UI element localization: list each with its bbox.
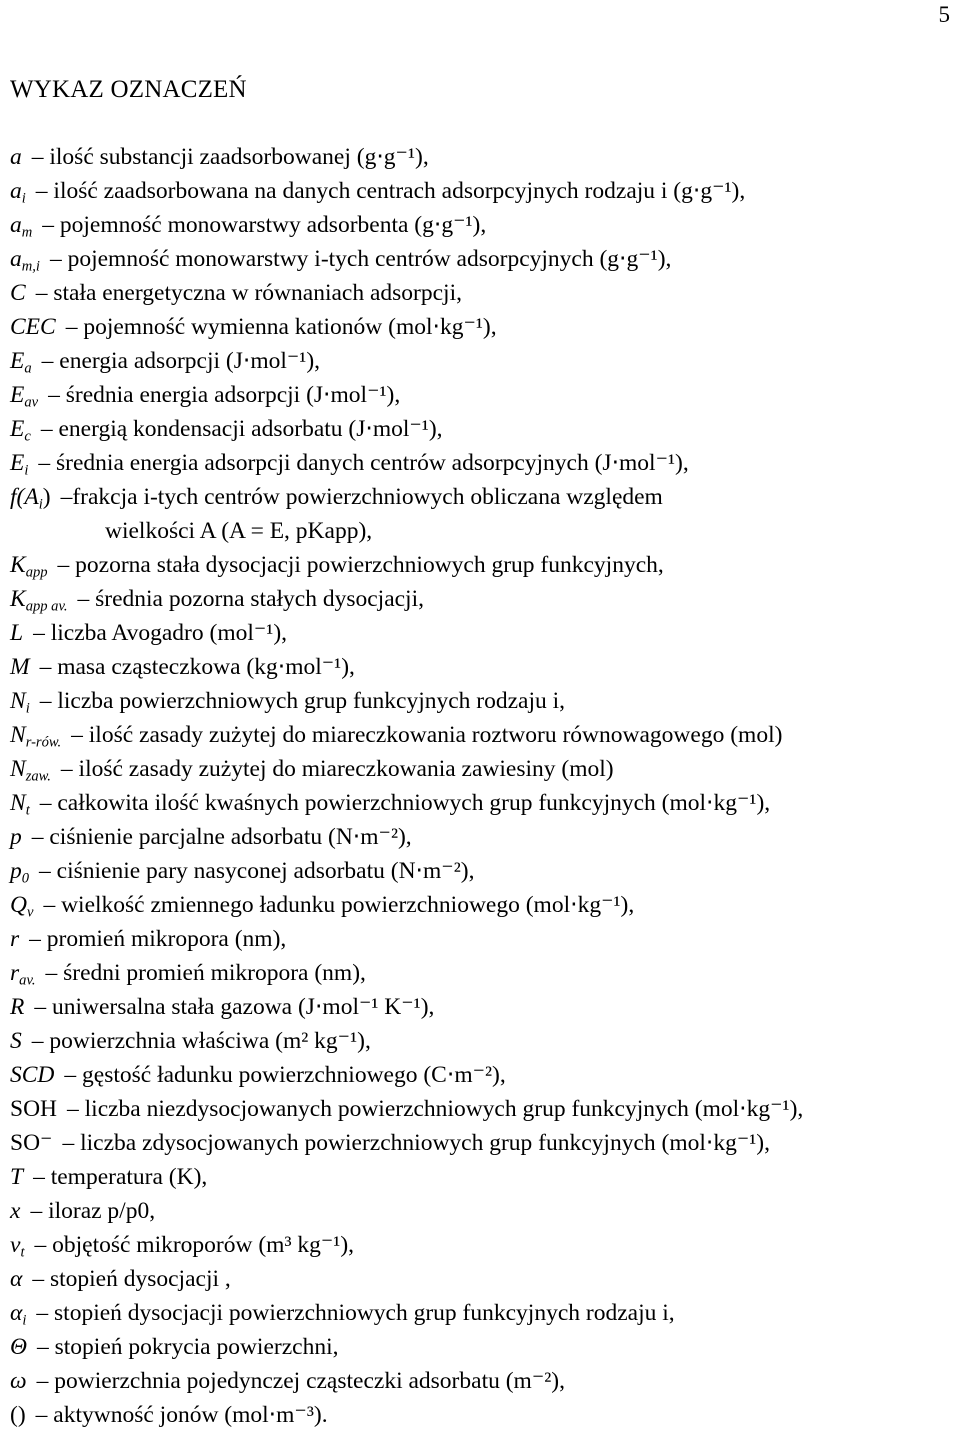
notation-entry [10, 1398, 955, 1432]
entry-subscript: r-rów. [25, 734, 62, 751]
notation-entry [10, 616, 955, 650]
entry-description: – stopień dysocjacji powierzchniowych grup funkcyjnych rodzaju i, [36, 1300, 675, 1326]
notation-entry [10, 446, 955, 480]
notation-entry [10, 208, 955, 242]
entry-description: – promień mikropora (nm), [29, 926, 287, 952]
entry-subscript: i [21, 190, 26, 207]
entry-description: – średnia energia adsorpcji (J⋅mol⁻¹), [48, 382, 401, 408]
entry-symbol: N [10, 688, 26, 714]
notation-entry [10, 1024, 955, 1058]
entry-subscript: a [24, 360, 32, 377]
entry-subscript: i [24, 462, 29, 479]
entry-description: – liczba Avogadro (mol⁻¹), [33, 620, 288, 646]
notation-entry [10, 786, 955, 820]
entry-symbol: E [10, 348, 25, 374]
entry-description: – ilość zasady zużytej do miareczkowania zawiesiny (mol) [60, 756, 614, 782]
entry-description: – energią kondensacji adsorbatu (J⋅mol⁻¹), [40, 416, 443, 442]
entry-subscript: c [24, 428, 31, 445]
notation-entry [10, 548, 955, 582]
entry-symbol: E [10, 416, 25, 442]
notation-entry [10, 1126, 955, 1160]
entry-subscript: app av. [25, 598, 68, 615]
entry-subscript: v [26, 904, 34, 921]
entry-description: – stopień pokrycia powierzchni, [36, 1334, 339, 1360]
entry-symbol: K [10, 552, 26, 578]
entry-subscript: i [38, 496, 43, 513]
entry-symbol: E [10, 382, 25, 408]
entry-description: – pojemność monowarstwy adsorbenta (g⋅g⁻¹), [42, 212, 487, 238]
entry-description: – pojemność monowarstwy i-tych centrów adsorpcyjnych (g⋅g⁻¹), [49, 246, 672, 272]
entry-symbol: r [10, 960, 20, 986]
entry-description: – pozorna stała dysocjacji powierzchniowych grup funkcyjnych, [57, 552, 664, 578]
entry-description: – pojemność wymienna kationów (mol⋅kg⁻¹), [65, 314, 497, 340]
entry-description: – stopień dysocjacji , [32, 1266, 231, 1292]
entry-description: – liczba zdysocjowanych powierzchniowych grup funkcyjnych (mol⋅kg⁻¹), [62, 1130, 771, 1156]
notation-entry [10, 1330, 955, 1364]
notation-entry [10, 1058, 955, 1092]
entry-description: – średnia pozorna stałych dysocjacji, [77, 586, 424, 612]
notation-entry [10, 1228, 955, 1262]
entry-symbol: p [10, 858, 22, 884]
entry-symbol: a [10, 246, 22, 272]
entry-subscript: zaw. [25, 768, 51, 785]
notation-entry [10, 718, 955, 752]
entry-symbol: α [10, 1266, 23, 1292]
notation-entry [10, 650, 955, 684]
entry-symbol: T [10, 1164, 24, 1190]
entry-symbol: x [10, 1198, 21, 1224]
entry-description: – ciśnienie pary nasyconej adsorbatu (N⋅m⁻²), [39, 858, 475, 884]
entry-subscript: av. [19, 972, 36, 989]
page-number: 5 [938, 2, 950, 27]
entry-symbol: f(A [10, 484, 39, 510]
notation-entry [10, 956, 955, 990]
entry-symbol: a [10, 212, 22, 238]
notation-entry [10, 752, 955, 786]
entry-symbol: CEC [10, 314, 56, 340]
entry-subscript: t [25, 802, 30, 819]
entry-subscript: app [25, 564, 48, 581]
notation-entry [10, 310, 955, 344]
notation-entry [10, 888, 955, 922]
entry-symbol: K [10, 586, 26, 612]
entry-subscript: m,i [21, 258, 40, 275]
entry-symbol: r [10, 926, 20, 952]
entry-subscript: i [22, 1312, 27, 1329]
entry-symbol: v [10, 1232, 21, 1258]
notation-entry [10, 582, 955, 616]
entry-symbol: Q [10, 892, 27, 918]
entry-symbol: () [10, 1402, 26, 1428]
notation-entry [10, 140, 955, 174]
notation-entry [10, 412, 955, 446]
entry-description: – aktywność jonów (mol⋅m⁻³). [35, 1402, 328, 1428]
entry-description: – uniwersalna stała gazowa (J⋅mol⁻¹ K⁻¹), [34, 994, 435, 1020]
entry-symbol: Θ [10, 1334, 27, 1360]
entry-description: – ilość zasady zużytej do miareczkowania roztworu równowagowego (mol) [71, 722, 783, 748]
notation-entry [10, 344, 955, 378]
notation-entry [10, 854, 955, 888]
entry-symbol: N [10, 722, 26, 748]
entry-description: – całkowita ilość kwaśnych powierzchniowych grup funkcyjnych (mol⋅kg⁻¹), [39, 790, 771, 816]
entry-symbol: ω [10, 1368, 27, 1394]
entry-subscript: t [20, 1244, 25, 1261]
notation-entry [10, 1194, 955, 1228]
entry-description: – powierzchnia właściwa (m² kg⁻¹), [31, 1028, 371, 1054]
entry-symbol: N [10, 756, 26, 782]
entry-symbol: L [10, 620, 24, 646]
notation-entry [10, 1160, 955, 1194]
entry-description: – ilość zaadsorbowana na danych centrach adsorpcyjnych rodzaju i (g⋅g⁻¹), [35, 178, 746, 204]
entry-description: – średnia energia adsorpcji danych centrów adsorpcyjnych (J⋅mol⁻¹), [38, 450, 689, 476]
entry-description: – energia adsorpcji (J⋅mol⁻¹), [41, 348, 321, 374]
notation-entry [10, 1092, 955, 1126]
entry-description: – ilość substancji zaadsorbowanej (g⋅g⁻¹), [31, 144, 429, 170]
entry-symbol: SCD [10, 1062, 55, 1088]
notation-entry [10, 820, 955, 854]
entry-description: wielkości A (A = E, pKapp), [105, 518, 373, 544]
entry-symbol: a [10, 178, 22, 204]
notation-entry [10, 378, 955, 412]
entry-description: – liczba powierzchniowych grup funkcyjnych rodzaju i, [39, 688, 566, 714]
entry-description: –frakcja i-tych centrów powierzchniowych obliczana względem [60, 484, 663, 510]
notation-entry [10, 480, 955, 514]
entry-description: – powierzchnia pojedynczej cząsteczki adsorbatu (m⁻²), [36, 1368, 565, 1394]
entry-symbol: E [10, 450, 25, 476]
symbol-list [10, 140, 955, 1432]
entry-symbol: M [10, 654, 30, 680]
entry-symbol: p [10, 824, 22, 850]
entry-description: – wielkość zmiennego ładunku powierzchniowego (mol⋅kg⁻¹), [43, 892, 635, 918]
entry-description: – stała energetyczna w równaniach adsorpcji, [35, 280, 462, 306]
notation-entry [10, 990, 955, 1024]
notation-entry [10, 1296, 955, 1330]
notation-entry [10, 684, 955, 718]
entry-description: – iloraz p/p0, [30, 1198, 156, 1224]
notation-entry [10, 1364, 955, 1398]
notation-entry [10, 242, 955, 276]
entry-subscript: m [21, 224, 33, 241]
section-heading: WYKAZ OZNACZEŃ [10, 76, 247, 103]
entry-symbol: R [10, 994, 25, 1020]
notation-entry [10, 922, 955, 956]
entry-symbol: SOH [10, 1096, 58, 1122]
entry-symbol: N [10, 790, 26, 816]
entry-subscript: i [25, 700, 30, 717]
entry-continuation [10, 514, 955, 548]
entry-symbol: C [10, 280, 26, 306]
entry-symbol: a [10, 144, 22, 170]
entry-description: – średni promień mikropora (nm), [45, 960, 366, 986]
entry-description: – temperatura (K), [33, 1164, 208, 1190]
entry-description: – objętość mikroporów (m³ kg⁻¹), [34, 1232, 355, 1258]
entry-symbol: α [10, 1300, 23, 1326]
entry-description: – ciśnienie parcjalne adsorbatu (N⋅m⁻²), [31, 824, 412, 850]
entry-description: – liczba niezdysocjowanych powierzchniowych grup funkcyjnych (mol⋅kg⁻¹), [67, 1096, 804, 1122]
entry-subscript: 0 [21, 870, 30, 887]
entry-symbol-close: ) [42, 484, 51, 510]
entry-symbol: SO⁻ [10, 1130, 53, 1156]
notation-entry [10, 276, 955, 310]
entry-description: – masa cząsteczkowa (kg⋅mol⁻¹), [39, 654, 355, 680]
entry-subscript: av [24, 394, 39, 411]
notation-entry [10, 1262, 955, 1296]
notation-entry [10, 174, 955, 208]
entry-symbol: S [10, 1028, 22, 1054]
entry-description: – gęstość ładunku powierzchniowego (C⋅m⁻²), [64, 1062, 506, 1088]
